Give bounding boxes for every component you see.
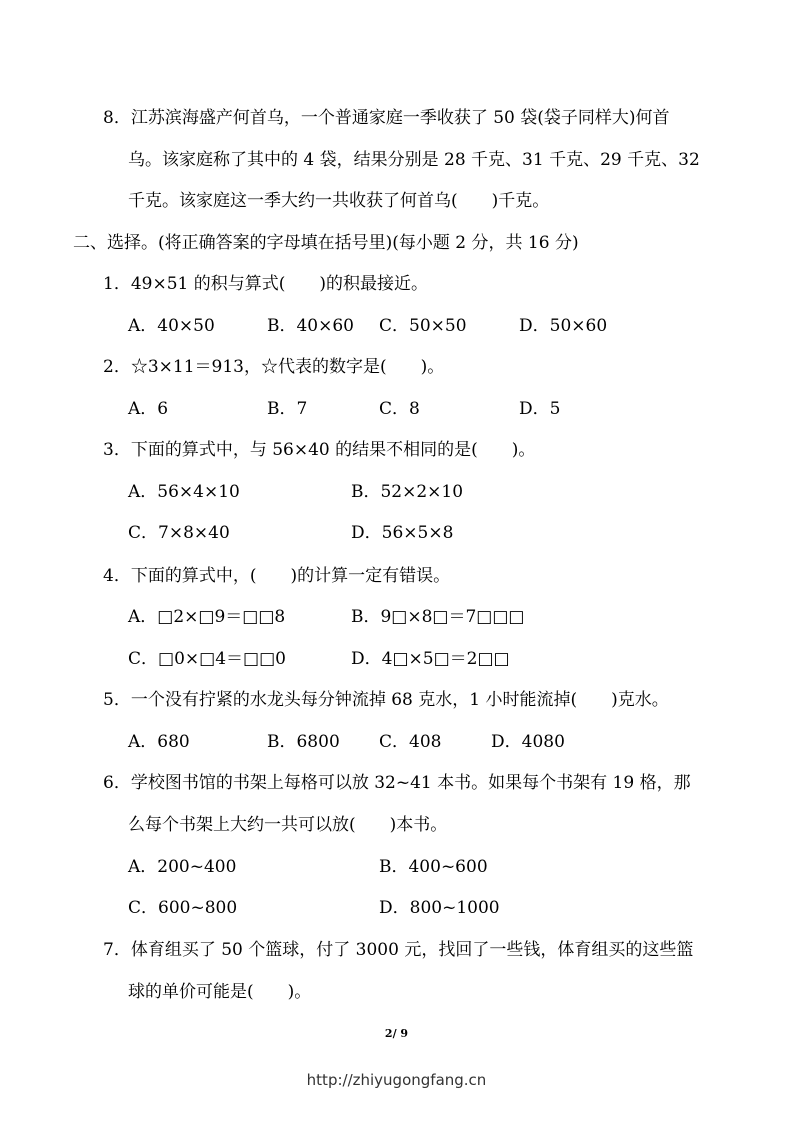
- section-heading: 二、选择。(将正确答案的字母填在括号里)(每小题 2 分，共 16 分): [73, 233, 579, 253]
- option-a: A．40×50: [128, 316, 215, 336]
- option-c: C．50×50: [379, 316, 467, 336]
- option-b: B．9□×8□＝7□□□: [351, 607, 525, 627]
- option-c: C．7×8×40: [128, 523, 230, 543]
- option-d: D．56×5×8: [351, 523, 454, 543]
- question-7-stem-line2: 球的单价可能是( )。: [128, 982, 312, 1002]
- option-d: D．5: [519, 399, 561, 419]
- question-5-stem: 5．一个没有拧紧的水龙头每分钟流掉 68 克水，1 小时能流掉( )克水。: [103, 690, 669, 710]
- option-b: B．40×60: [267, 316, 355, 336]
- option-c: C．□0×□4＝□□0: [128, 649, 286, 669]
- question-1-stem: 1．49×51 的积与算式( )的积最接近。: [103, 274, 428, 294]
- q8-line3: 千克。该家庭这一季大约一共收获了何首乌( )千克。: [128, 191, 550, 211]
- question-6-stem-line1: 6．学校图书馆的书架上每格可以放 32~41 本书。如果每个书架有 19 格，那: [103, 773, 691, 793]
- option-b: B．7: [267, 399, 308, 419]
- q8-line2: 乌。该家庭称了其中的 4 袋，结果分别是 28 千克、31 千克、29 千克、32: [128, 150, 700, 170]
- option-c: C．600~800: [128, 898, 238, 918]
- question-2-stem: 2．☆3×11＝913，☆代表的数字是( )。: [103, 357, 445, 377]
- option-d: D．4080: [491, 732, 565, 752]
- option-a: A．200~400: [128, 857, 237, 877]
- option-b: B．6800: [267, 732, 340, 752]
- option-d: D．50×60: [519, 316, 608, 336]
- option-b: B．400~600: [379, 857, 488, 877]
- option-a: A．56×4×10: [128, 482, 240, 502]
- q8-line1: 8．江苏滨海盛产何首乌，一个普通家庭一季收获了 50 袋(袋子同样大)何首: [103, 108, 670, 128]
- page-number: 2/ 9: [384, 1027, 409, 1040]
- option-a: A．680: [128, 732, 190, 752]
- option-d: D．4□×5□＝2□□: [351, 649, 510, 669]
- option-c: C．8: [379, 399, 420, 419]
- option-b: B．52×2×10: [351, 482, 464, 502]
- question-3-stem: 3．下面的算式中，与 56×40 的结果不相同的是( )。: [103, 440, 536, 460]
- option-d: D．800~1000: [379, 898, 500, 918]
- option-a: A．□2×□9＝□□8: [128, 607, 286, 627]
- footer-url: http://zhiyugongfang.cn: [306, 1071, 487, 1089]
- question-6-stem-line2: 么每个书架上大约一共可以放( )本书。: [128, 815, 448, 835]
- question-7-stem-line1: 7．体育组买了 50 个篮球，付了 3000 元，找回了一些钱，体育组买的这些篮: [103, 940, 694, 960]
- option-a: A．6: [128, 399, 169, 419]
- question-4-stem: 4．下面的算式中，( )的计算一定有错误。: [103, 566, 451, 586]
- option-c: C．408: [379, 732, 442, 752]
